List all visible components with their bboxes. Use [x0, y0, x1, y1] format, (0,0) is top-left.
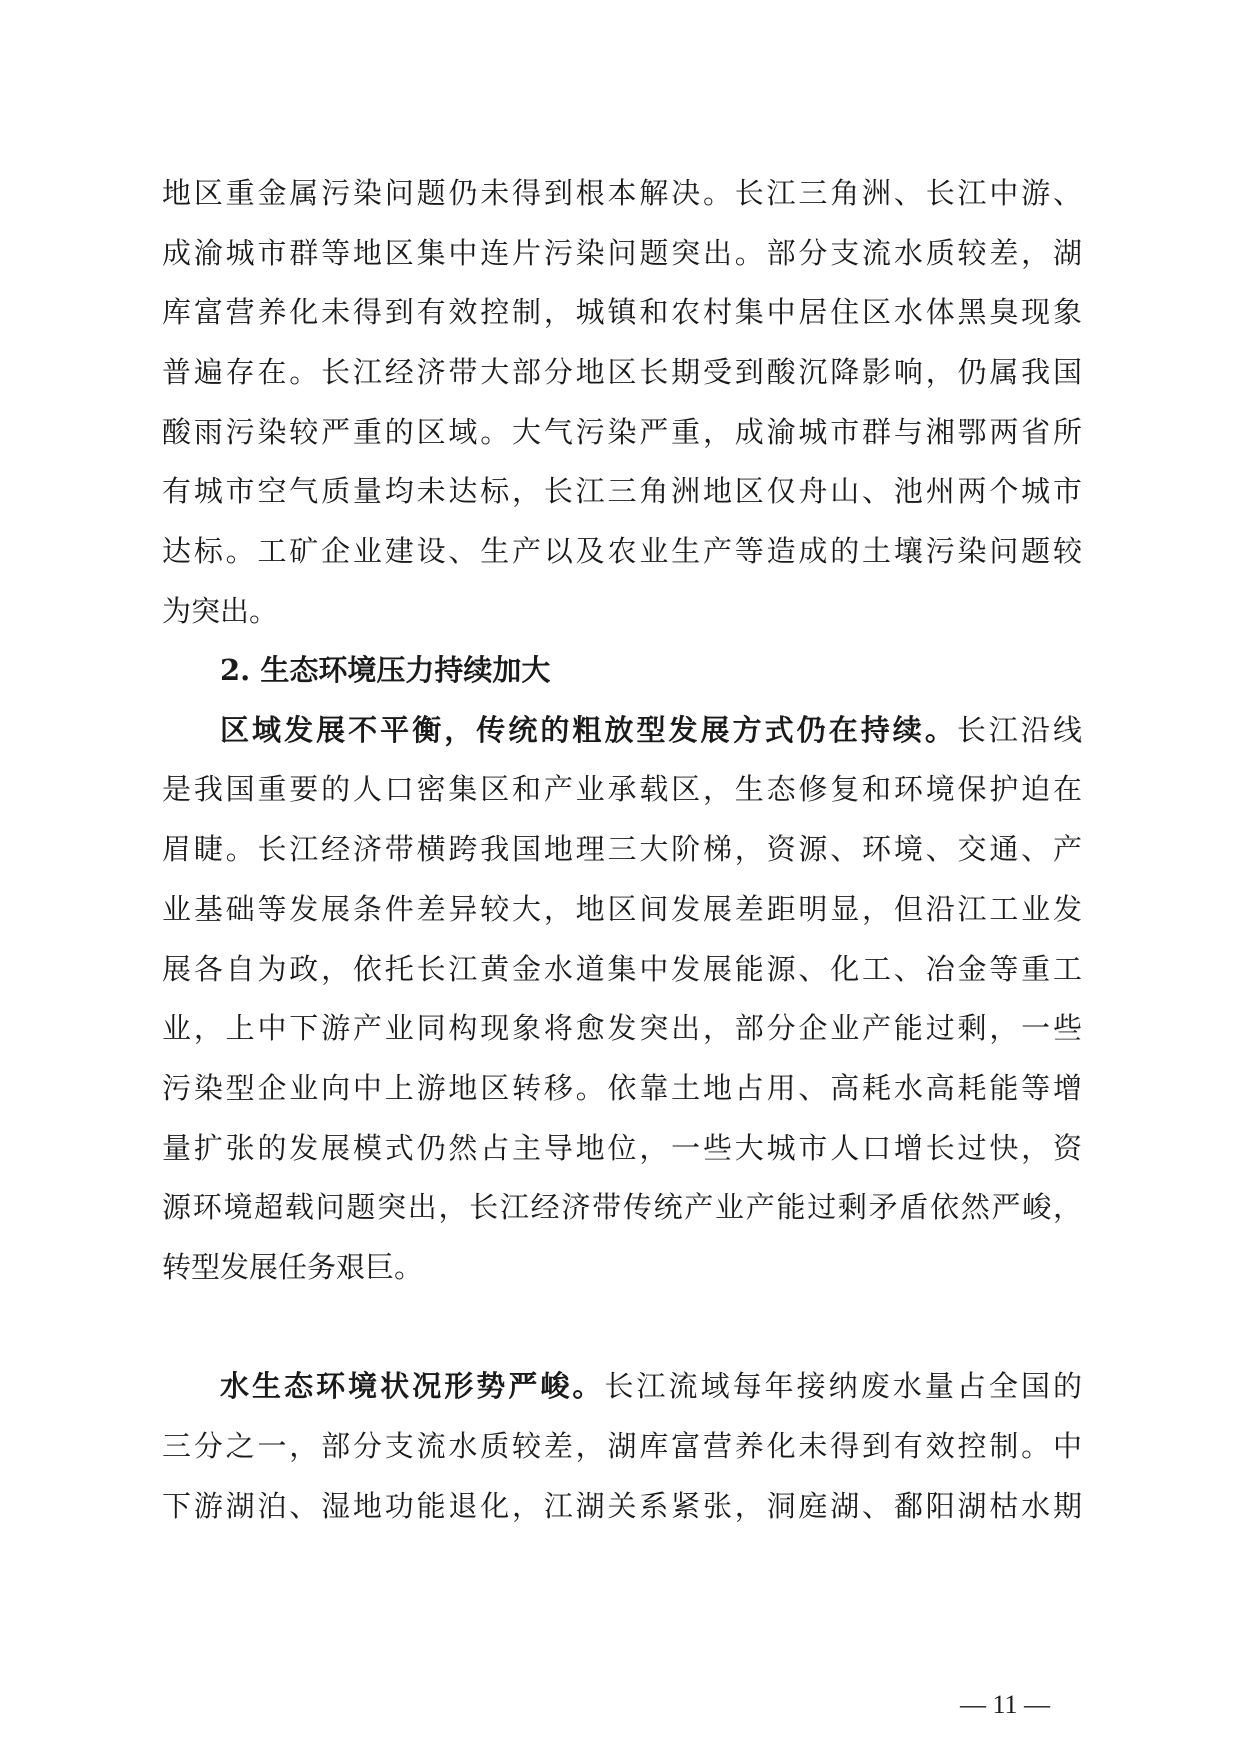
- text-line: 眉睫。长江经济带横跨我国地理三大阶梯，资源、环境、交通、产: [162, 832, 1082, 866]
- text-line: 污染型企业向中上游地区转移。依靠土地占用、高耗水高耗能等增: [162, 1071, 1082, 1105]
- text-line: 三分之一，部分支流水质较差，湖库富营养化未得到有效控制。中: [162, 1429, 1082, 1463]
- text-line: 源环境超载问题突出，长江经济带传统产业产能过剩矛盾依然严峻，: [162, 1190, 1082, 1224]
- text-line: 地区重金属污染问题仍未得到根本解决。长江三角洲、长江中游、: [162, 176, 1082, 210]
- text-line: 为突出。: [162, 594, 279, 628]
- text-line: 量扩张的发展模式仍然占主导地位，一些大城市人口增长过快，资: [162, 1131, 1082, 1165]
- text-line: 成渝城市群等地区集中连片污染问题突出。部分支流水质较差，湖: [162, 236, 1082, 270]
- section-heading: 2. 生态环境压力持续加大: [220, 653, 551, 687]
- text-line: 业基础等发展条件差异较大，地区间发展差距明显，但沿江工业发: [162, 892, 1082, 926]
- document-page: [162, 0, 1082, 1754]
- paragraph-2-lead: 水生态环境状况形势严峻。: [220, 1369, 605, 1403]
- paragraph-1-first-line: [220, 710, 1082, 750]
- text-line: 展各自为政，依托长江黄金水道集中发展能源、化工、冶金等重工: [162, 952, 1082, 986]
- paragraph-1-lead: 区域发展不平衡，传统的粗放型发展方式仍在持续。: [220, 713, 957, 747]
- text-line: 普遍存在。长江经济带大部分地区长期受到酸沉降影响，仍属我国: [162, 355, 1082, 389]
- paragraph-1-first-line-rest: 长江沿线: [956, 713, 1082, 747]
- text-line: 酸雨污染较严重的区域。大气污染严重，成渝城市群与湘鄂两省所: [162, 415, 1082, 449]
- text-line: 达标。工矿企业建设、生产以及农业生产等造成的土壤污染问题较: [162, 534, 1082, 568]
- text-line: 是我国重要的人口密集区和产业承载区，生态修复和环境保护迫在: [162, 772, 1082, 806]
- text-line: 下游湖泊、湿地功能退化，江湖关系紧张，洞庭湖、鄱阳湖枯水期: [162, 1489, 1082, 1523]
- page-number: — 11 —: [960, 1690, 1051, 1719]
- paragraph-2-first-line-rest: 长江流域每年接纳废水量占全国的: [604, 1369, 1082, 1403]
- text-line: 转型发展任务艰巨。: [162, 1250, 424, 1284]
- paragraph-2-first-line: [220, 1366, 1082, 1406]
- text-line: 业，上中下游产业同构现象将愈发突出，部分企业产能过剩，一些: [162, 1011, 1082, 1045]
- text-line: 库富营养化未得到有效控制，城镇和农村集中居住区水体黑臭现象: [162, 295, 1082, 329]
- text-line: 有城市空气质量均未达标，长江三角洲地区仅舟山、池州两个城市: [162, 474, 1082, 508]
